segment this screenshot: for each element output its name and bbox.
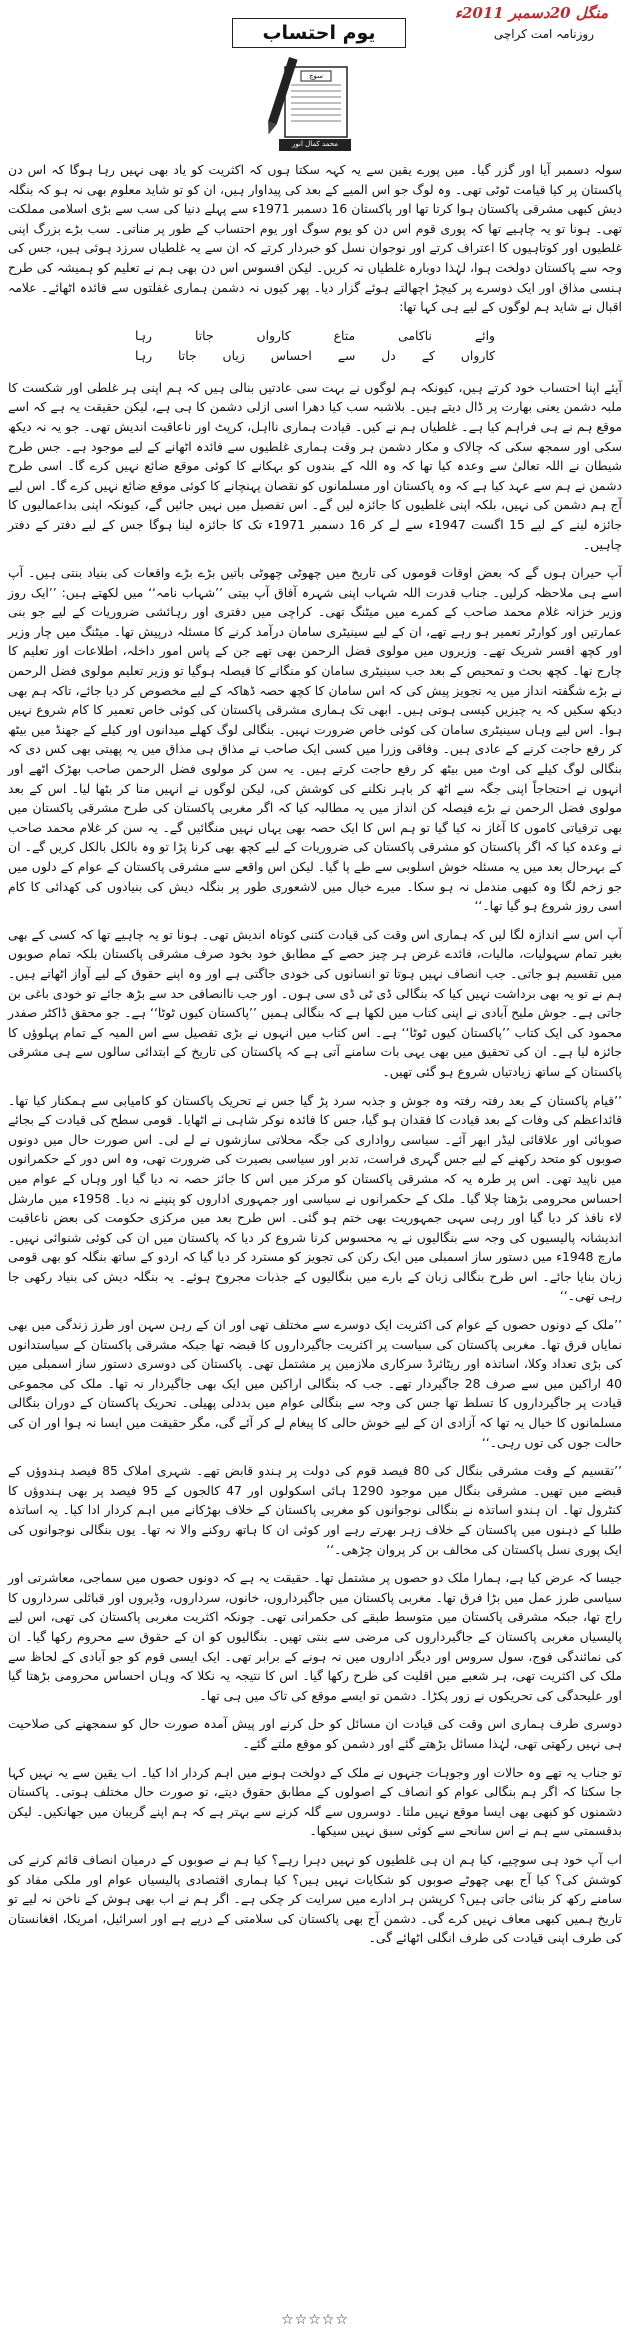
couplet-word: دل: [381, 347, 396, 363]
couplet-word: جاتا: [194, 327, 214, 343]
couplet-word: سے: [337, 347, 356, 363]
couplet-word: احساس: [270, 347, 312, 363]
couplet-word: زیاں: [222, 347, 245, 363]
couplet-word: جاتا: [177, 347, 197, 363]
article-body: [8, 160, 622, 1957]
couplet-word: ناکامی: [398, 327, 432, 343]
column-logo-pen-paper-icon: [265, 55, 365, 153]
article-paragraph: ’’قیام پاکستان کے بعد رفتہ رفتہ وہ جوش و جذبہ سرد پڑ گیا جس نے تحریک پاکستان کو کامیابی سے ہمکنار کیا تھا۔ قائداعظم کی وفات کے بعد قیادت کا فقدان ہو گیا، جس کا فائدہ نوکر شاہی نے اٹھایا۔ قومی سطح کی قیادت کے بجائے صوبائی اور علاقائی لیڈر ابھر آئے۔ سیاسی رواداری کی جگہ محلاتی سازشوں نے لے لی۔ اس صورت حال میں دونوں صوبوں کو متحد رکھنے کے لیے جس گہری فراست، تدبر اور سیاسی بصیرت کی ضرورت تھی، وہ اس دور کے حکمرانوں میں ناپید تھی۔ اس پر طرہ یہ کہ مشرقی پاکستان کو مرکز میں اس کا جائز حصہ نہ دیا گیا اور وہاں کے عوام میں احساس محرومی بڑھتا چلا گیا۔ ملک کے حکمرانوں نے سیاسی اور جمہوری اداروں کو پنپنے نہ دیا۔ 1958ء میں مارشل لاء نافذ کر دیا گیا اور رہی سہی جمہوریت بھی ختم ہو گئی۔ اس طرح بعد میں مرکزی حکومت کی بعض ناعاقبت اندیشانہ پالیسیوں کی وجہ سے بنگالیوں نے یہ محسوس کرنا شروع کر دیا کہ پاکستان میں ان کی کوئی شنوائی نہیں۔ مارچ 1948ء میں دستور ساز اسمبلی میں ایک رکن کی تجویز کو مسترد کر دیا گیا کہ اردو کے ساتھ بنگلہ کو بھی قومی زبان بنایا جائے۔ اس طرح بنگالی زبان کے بارے میں بنگالیوں کے جذبات مجروح ہوئے۔ یہ بنگلہ دیش کی بنیاد رکھی جا رہی تھی۔‘‘: [8, 1092, 622, 1304]
article-paragraph: ’’تقسیم کے وقت مشرقی بنگال کی 80 فیصد قوم کی دولت پر ہندو قابض تھے۔ شہری املاک 85 فیصد ہندوؤں کے قبضے میں تھیں۔ مشرقی بنگال میں موجود 1290 ہائی اسکولوں اور 47 کالجوں کے 95 فیصد پر بھی ہندوؤں کا کنٹرول تھا۔ ان ہندو اساتذہ نے بنگالی نوجوانوں کو مغربی پاکستان کے خلاف بھڑکانے میں اہم کردار ادا کیا۔ یہ اساتذہ طلبا کے ذہنوں میں پاکستان کے خلاف زہر بھرتے رہے اور کوئی ان کا ہاتھ روکنے والا نہ تھا۔ یوں بنگالی نوجوانوں کی ایک پوری نسل پاکستان کی مخالف بن کر پروان چڑھی۔‘‘: [8, 1463, 622, 1557]
couplet-word: متاع: [333, 327, 356, 343]
logo-top-label: سوچ: [309, 72, 323, 80]
couplet-word: وائے: [474, 327, 495, 343]
couplet-word: کے: [421, 347, 435, 363]
newspaper-source: روزنامہ امت کراچی: [493, 27, 594, 41]
article-paragraph: سولہ دسمبر آیا اور گزر گیا۔ میں پورے یقین سے یہ کہہ سکتا ہوں کہ اکثریت کو یاد بھی نہیں رہا ہوگا کہ اس دن پاکستان پر کیا قیامت ٹوٹی تھی۔ وہ لوگ جو اس المیے کے بعد کی پیداوار ہیں، ان کو تو شاید معلوم بھی نہ ہو کہ بنگلہ دیش کبھی مشرقی پاکستان ہوا کرتا تھا اور پاکستان 16 دسمبر 1971ء سے پہلے دنیا کی سب سے بڑی اسلامی مملکت تھی۔ ہونا تو یہ چاہیے تھا کہ پوری قوم اس دن کو یوم سوگ اور یوم احتساب کے طور پر مناتی۔ سب بڑے بزرگ اپنی غلطیوں اور کوتاہیوں کا اعتراف کرتے اور نوجوان نسل کو خبردار کرتے کہ ان سے یہ غلطیاں سرزد ہوئی ہیں، جس کی وجہ سے پاکستان دولخت ہوا، لہٰذا دوبارہ غلطیاں نہ کریں۔ لیکن افسوس اس دن بھی ہم نے تعلیم کو ہمیشہ کی طرح ہنسی مذاق اور ایک دوسرے پر کیچڑ اچھالتے ہوئے گزار دیا۔ پھر کیوں نہ دشمن ہماری غفلتوں سے فائدہ اٹھائے۔ علامہ اقبال نے شاید ہم لوگوں کے لیے ہی کہا تھا:: [8, 162, 623, 315]
article-paragraph: آیئے اپنا احتساب خود کرتے ہیں، کیونکہ ہم لوگوں نے بہت سی عادتیں بنالی ہیں کہ ہم اپنی ہر غلطی اور شکست کا ملبہ دشمن یعنی بھارت پر ڈال دیتے ہیں۔ بلاشبہ سب کیا دھرا اسی ازلی دشمن کا ہی ہے، لیکن حقیقت یہ ہے کہ اسے موقع ہم نے ہی فراہم کیا ہے۔ غلطیاں ہم نے کیں۔ قیادت ہماری نااہل، کرپٹ اور ناعاقبت اندیش تھی۔ جو یہ نہ دیکھ سکی اور سمجھ سکی کہ چالاک و مکار دشمن ہر وقت ہماری غلطیوں سے فائدہ اٹھانے کے لیے موجود ہے۔ جس طرح شیطان نے اللہ تعالیٰ سے وعدہ کیا تھا کہ وہ اللہ کے بندوں کو بہکانے کا کوئی موقع ضائع نہیں کرے گا۔ اسی طرح دشمن نے ہم سے عہد کیا ہے کہ وہ پاکستان اور مسلمانوں کو نقصان پہنچانے کا کوئی موقع ضائع نہیں کرے گا۔ اس لیے آج ہم دشمن کی نہیں، بلکہ اپنی غلطیوں کا جائزہ لیں گے۔ اس تفصیل میں نہیں جائیں گے، کیونکہ اپنی بداعمالیوں کا جائزہ لینے کے لیے 15 اگست 1947ء سے لے کر 16 دسمبر 1971ء تک کا جائزہ لینا ہوگا جس کے لیے دفتر کے دفتر چاہیں۔: [8, 379, 622, 552]
logo-bottom-label: محمد کمال انور: [292, 140, 338, 148]
publication-date: منگل 20دسمبر 2011ء: [454, 4, 608, 22]
couplet-word: رہا: [135, 327, 153, 343]
column-title: یوم احتساب: [232, 18, 406, 48]
couplet-line-2: [135, 346, 495, 366]
iqbal-couplet: [135, 326, 495, 366]
article-paragraph: ’’ملک کے دونوں حصوں کے عوام کی اکثریت ایک دوسرے سے مختلف تھی اور ان کے رہن سہن اور طرز زندگی میں بھی نمایاں فرق تھا۔ مغربی پاکستان کی سیاست پر اکثریت جاگیرداروں کا قبضہ تھا جبکہ مشرقی پاکستان کے سیاستدانوں کی بڑی تعداد وکلا، اساتذہ اور ریٹائرڈ سرکاری ملازمین پر مشتمل تھی۔ پاکستان کی دوسری دستور ساز اسمبلی میں 40 اراکین میں سے صرف 28 جاگیردار تھے۔ جب کہ بنگالی اراکین میں ایک بھی جاگیردار نہ تھا۔ ملک کی مجموعی قیادت پر جاگیرداروں کا تسلط تھا جس کی وجہ سے بنگالی عوام میں بددلی پھیلی۔ تحریک پاکستان کے دوران بنگالی مسلمانوں کا خیال یہ تھا کہ آزادی ان کے لیے خوش حالی کا پیغام لے کر آئے گی، مگر حقیقت میں ایسا نہ ہوا اور ان کی حالت جوں کی توں رہی۔‘‘: [8, 1317, 622, 1450]
article-paragraph: آپ اس سے اندازہ لگا لیں کہ ہماری اس وقت کی قیادت کتنی کوتاہ اندیش تھی۔ ہونا تو یہ چاہیے تھا کہ کسی کے بھی بغیر تمام سہولیات، مالیات، فائدے غرض ہر چیز حصے کے مطابق خود بخود صرف مشرقی پاکستان بلکہ تمام صوبوں میں تقسیم ہو جاتی۔ جب انصاف نہیں ہوتا تو انسانوں کی خودی جاگتی ہے اور وہ اپنے حقوق کے لیے آواز اٹھاتے ہیں۔ ہم نے تو یہ بھی برداشت نہیں کیا کہ بنگالی ڈی ٹی ڈی سی ہوں۔ اور جب ناانصافی حد سے بڑھ جائے تو خودی باغی بن جاتی ہے۔ جوش ملیح آبادی نے اپنی کتاب میں لکھا ہے کہ بنگالی ہمیں ’’پاکستان کیوں ٹوٹا‘‘ ہے۔ جو محقق ڈاکٹر صفدر محمود کی ایک کتاب ’’پاکستان کیوں ٹوٹا‘‘ ہے۔ اس کتاب میں انہوں نے بڑی تفصیل سے اس المیہ کے تمام پہلوؤں کا جائزہ لیا ہے۔ ان کی تحقیق میں بھی یہی بات سامنے آتی ہے کہ پاکستان کی تاریخ کے ابتدائی سالوں سے ہی مشرقی پاکستان کے ساتھ زیادتیاں شروع ہو گئی تھیں۔: [8, 926, 622, 1079]
couplet-word: رہا: [135, 347, 153, 363]
couplet-line-1: [135, 326, 495, 346]
end-of-article-stars: ☆☆☆☆☆: [281, 2312, 349, 2328]
article-paragraph: دوسری طرف ہماری اس وقت کی قیادت ان مسائل کو حل کرنے اور پیش آمدہ صورت حال کو سمجھنے کی صلاحیت ہی نہیں رکھتی تھی، لہٰذا مسائل بڑھتے گئے اور دشمن کو موقع ملتے گئے۔: [8, 1716, 622, 1751]
article-paragraph: اب آپ خود ہی سوچیے، کیا ہم ان ہی غلطیوں کو نہیں دہرا رہے؟ کیا ہم نے صوبوں کے درمیان انصاف قائم کرنے کی کوشش کی؟ کیا آج بھی چھوٹے صوبوں کو شکایات نہیں ہیں؟ کیا ہماری اقتصادی پالیسیاں عوام اور ملکی مفاد کو سامنے رکھ کر بنائی جاتی ہیں؟ کرپشن ہر ادارے میں سرایت کر چکی ہے۔ اگر ہم نے اب بھی ہوش کے ناخن نہ لیے تو تاریخ ہمیں کبھی معاف نہیں کرے گی۔ دشمن آج بھی پاکستان کی سلامتی کے درپے ہے اور اسرائیل، امریکا، افغانستان کی طرف اپنی قیادت کی طرف انگلی اٹھائے گی۔: [8, 1851, 622, 1946]
couplet-word: کارواں: [460, 347, 495, 363]
article-paragraph: تو جناب یہ تھے وہ حالات اور وجوہات جنہوں نے ملک کے دولخت ہونے میں اہم کردار ادا کیا۔ اب یقین سے یہ نہیں کہا جا سکتا کہ اگر ہم بنگالی عوام کو انصاف کے اصولوں کے مطابق حقوق دیتے، تو صورت حال مختلف ہوتی۔ پاکستان دشمنوں کو کبھی بھی ایسا موقع نہیں ملتا۔ دوسروں سے گلہ کرنے سے بہتر ہے کہ ہم اپنے گریبان میں جھانکیں۔ لیکن بدقسمتی سے ہم نے اس سانحے سے کوئی سبق نہیں سیکھا۔: [8, 1764, 622, 1839]
article-paragraph: جیسا کہ عرض کیا ہے، ہمارا ملک دو حصوں پر مشتمل تھا۔ حقیقت یہ ہے کہ دونوں حصوں میں سماجی، معاشرتی اور سیاسی طرز عمل میں بڑا فرق تھا۔ مغربی پاکستان میں جاگیرداروں، خانوں، سرداروں، وڈیروں اور قبائلی سرداروں کا راج تھا، جبکہ مشرقی پاکستان میں متوسط طبقے کی حکمرانی تھی۔ چونکہ اکثریت مغربی پاکستان کی تھی، اس لیے پالیسیاں مغربی پاکستان کے جاگیرداروں کی مرضی سے بنتی تھیں۔ بنگالیوں کو ان کے حقوق سے محروم رکھا گیا۔ ان کی نمائندگی فوج، سول سروس اور دیگر اداروں میں نہ ہونے کے برابر تھی۔ ایک ایسی قوم کو جو آبادی کے لحاظ سے ملک کی اکثریت تھی، ہر شعبے میں اقلیت کی طرح رکھا گیا۔ اس کا نتیجہ یہ نکلا کہ وہاں احساس محرومی بڑھتا گیا اور علیحدگی کی تحریکوں نے زور پکڑا۔ دشمن تو ایسے موقع کی تاک میں ہی تھا۔: [8, 1570, 622, 1703]
article-paragraph: آپ حیران ہوں گے کہ بعض اوقات قوموں کی تاریخ میں چھوٹی چھوٹی باتیں بڑے بڑے واقعات کی بنیاد بنتی ہیں۔ آپ اسے ہی ملاحظہ کرلیں۔ جناب قدرت اللہ شہاب اپنی شہرہ آفاق آپ بیتی ’’شہاب نامہ‘‘ میں لکھتے ہیں: ’’ایک روز وزیر خزانہ غلام محمد صاحب کے کمرے میں میٹنگ تھی۔ کراچی میں دفتری اور رہائشی ضروریات کے لیے جو بنی عمارتیں اور کوارٹر تعمیر ہو رہے تھے، ان کے لیے سینیٹری سامان درآمد کرنے کا مسئلہ درپیش تھا۔ میٹنگ میں چار وزیر اور کچھ افسر شریک تھے۔ وزیروں میں مولوی فضل الرحمن بھی تھے جن کے پاس امور داخلہ، اطلاعات اور تعلیم کا چارج تھا۔ کچھ بحث و تمحیص کے بعد جب سینیٹری سامان کو منگانے کا فیصلہ ہوگیا تو وزیر تعلیم مولوی فضل الرحمن نے بڑے شگفتہ انداز میں یہ تجویز پیش کی کہ اس سامان کا کچھ حصہ ڈھاکہ کے لیے مخصوص کر دیا جائے، تاکہ ہم بھی دیکھ سکیں کہ یہ چیزیں کیسی ہوتی ہیں۔ ابھی تک ہماری مشرقی پاکستان کی کوئی خاص تعمیر کا کام شروع نہیں ہوا۔ اس لیے وہاں سینیٹری سامان کی کوئی خاص ضرورت نہیں۔ بنگالی لوگ کھلے میدانوں اور کیلے کے جھنڈ میں بیٹھ کر رفع حاجت کرنے کے عادی ہیں۔ وفاقی وزرا میں کسی ایک صاحب نے مذاق ہی مذاق میں یہ پھبتی بھی کس دی کہ بنگالی لوگ کیلے کی اوٹ میں بیٹھ کر رفع حاجت کرتے ہیں۔ یہ سن کر مولوی فضل الرحمن صاحب بھڑک اٹھے اور انہوں نے احتجاجاً اپنی جگہ سے اٹھ کر باہر نکلنے کی کوشش کی، لیکن لوگوں نے انہیں منا کر بٹھا لیا۔ اس کے بعد مولوی فضل الرحمن نے بڑے فیصلہ کن انداز میں یہ مطالبہ کیا کہ اگر مغربی پاکستان کی طرح مشرقی پاکستان میں بھی ترقیاتی کاموں کا آغاز نہ کیا گیا تو ہم اس کا ایک حصہ بھی یہاں نہیں منگائیں گے۔ یہ سن کر غلام محمد صاحب نے وعدہ کیا کہ اگر پاکستان کو مشرقی پاکستان کی ضروریات کے لیے کچھ بھی کرنا پڑا تو وہ بالکل بالکل کریں گے۔ ان کے بہرحال بعد میں یہ مسئلہ خوش اسلوبی سے طے پا گیا۔ لیکن اس واقعے سے مشرقی پاکستان کے عوام کے دلوں میں جو زخم لگا وہ کبھی مندمل نہ ہو سکا۔ میرے خیال میں لاشعوری طور پر بنگلہ دیش کی بنیادوں کی کھدائی کا کام اسی روز شروع ہو گیا تھا۔‘‘: [8, 565, 622, 914]
couplet-word: کارواں: [256, 327, 291, 343]
